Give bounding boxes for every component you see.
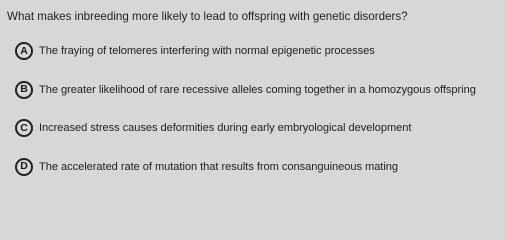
choice-a[interactable] <box>15 41 503 61</box>
choice-c[interactable] <box>15 118 503 138</box>
choice-b-letter-badge: B <box>15 81 33 99</box>
answer-choices <box>15 41 503 195</box>
choice-c-text: Increased stress causes deformities during early embryological development <box>39 122 412 134</box>
choice-c-letter-badge: C <box>15 119 33 137</box>
choice-b-text: The greater likelihood of rare recessive alleles coming together in a homozygous offspring <box>39 83 476 96</box>
choice-a-letter-badge: A <box>15 42 33 60</box>
choice-d-text: The accelerated rate of mutation that results from consanguineous mating <box>39 160 398 173</box>
choice-d[interactable] <box>15 157 503 177</box>
choice-b[interactable] <box>15 80 503 100</box>
choice-d-letter-badge: D <box>15 158 33 176</box>
choice-a-text: The fraying of telomeres interfering with normal epigenetic processes <box>39 45 375 57</box>
question-text: What makes inbreeding more likely to lead to offspring with genetic disorders? <box>7 10 408 23</box>
